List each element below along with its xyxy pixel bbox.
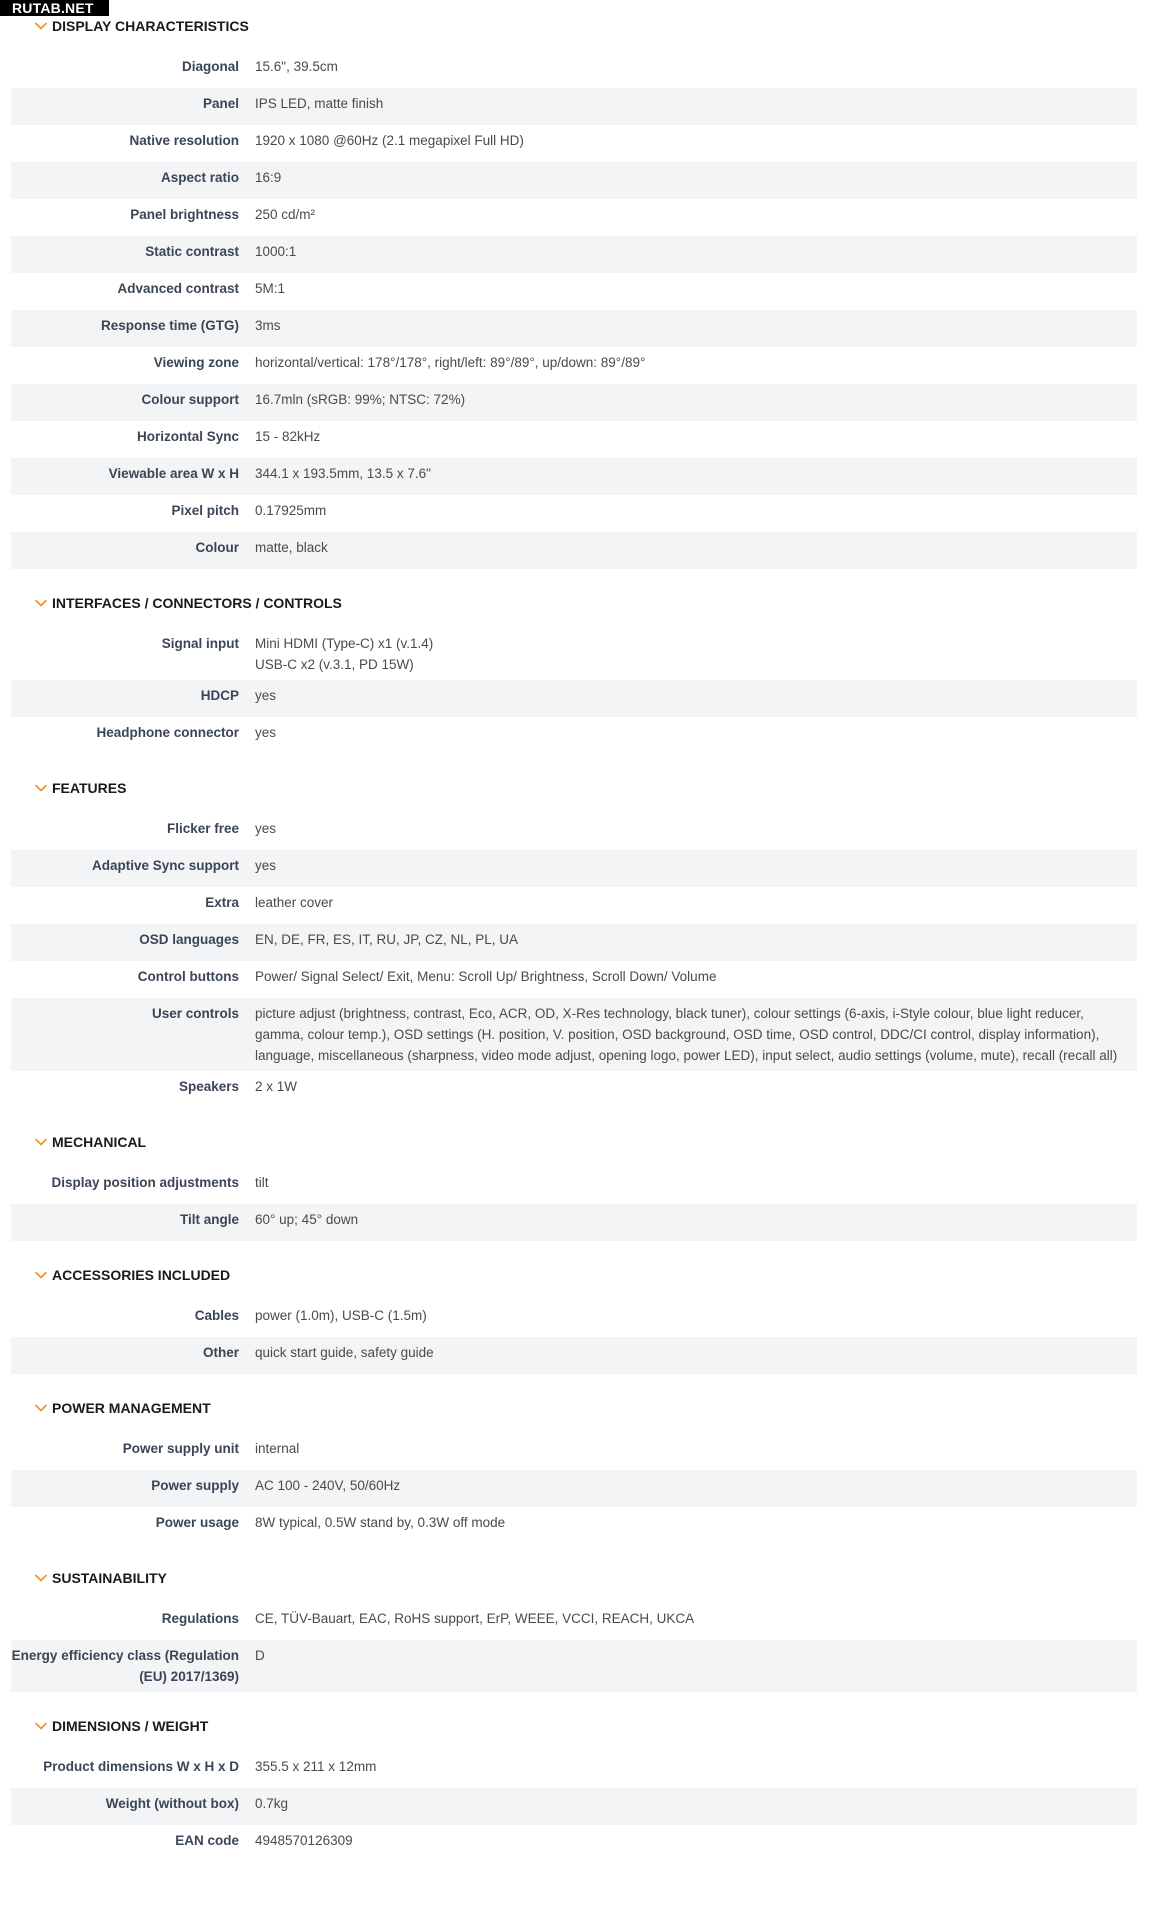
- spec-row: [11, 850, 1137, 887]
- section-spacer: [11, 1108, 1137, 1124]
- spec-label: Cables: [194, 1308, 239, 1323]
- chevron-down-icon: [34, 596, 48, 610]
- spec-row: [11, 924, 1137, 961]
- spec-value: 15.6", 39.5cm: [255, 59, 338, 74]
- spec-value: 2 x 1W: [255, 1079, 298, 1094]
- section-title: ACCESSORIES INCLUDED: [52, 1267, 231, 1283]
- section-spacer: [11, 569, 1137, 585]
- spec-value: picture adjust (brightness, contrast, Eco, ACR, OD, X-Res technology, black tuner), colour settings (6-axis, i-Style colour, blue light reducer, gamma, colour temp.), OSD settings (H. position, V. position, OSD background, OSD time, OSD control, DDC/CI control, display information), language, miscellaneous (sharpness, video mode adjust, opening logo, power LED), input select, audio settings (volume, mute), recall (recall all): [255, 1006, 1118, 1063]
- spec-label: Product dimensions W x H x D: [43, 1759, 239, 1774]
- spec-value: 250 cd/m²: [255, 207, 316, 222]
- spec-row: [11, 273, 1137, 310]
- spec-label: Display position adjustments: [51, 1175, 239, 1190]
- spec-label: Horizontal Sync: [136, 429, 239, 444]
- spec-value: 1920 x 1080 @60Hz (2.1 megapixel Full HD): [255, 133, 524, 148]
- section-title: DISPLAY CHARACTERISTICS: [52, 18, 249, 34]
- spec-label: Regulations: [161, 1611, 239, 1626]
- section-header[interactable]: [11, 8, 1137, 44]
- spec-label: Power supply unit: [122, 1441, 239, 1456]
- spec-label: Viewing zone: [153, 355, 239, 370]
- spec-row: [11, 998, 1137, 1071]
- spec-label: Power supply: [151, 1478, 239, 1493]
- spec-value: yes: [255, 725, 277, 740]
- spec-label: Signal input: [161, 636, 239, 651]
- spec-label: OSD languages: [139, 932, 239, 947]
- chevron-down-icon: [34, 1719, 48, 1733]
- spec-label: Speakers: [178, 1079, 239, 1094]
- spec-row: [11, 717, 1137, 754]
- section-title: SUSTAINABILITY: [52, 1570, 167, 1586]
- spec-row: [11, 162, 1137, 199]
- spec-row: [11, 310, 1137, 347]
- section-title: DIMENSIONS / WEIGHT: [52, 1718, 209, 1734]
- spec-row: [11, 1204, 1137, 1241]
- spec-row: [11, 384, 1137, 421]
- spec-label: Power usage: [155, 1515, 239, 1530]
- spec-label: Colour: [195, 540, 239, 555]
- spec-row: [11, 680, 1137, 717]
- section-header-spacer: [11, 44, 1137, 51]
- spec-row: [11, 495, 1137, 532]
- spec-label: Flicker free: [166, 821, 239, 836]
- chevron-down-icon: [34, 1401, 48, 1415]
- spec-row: [11, 961, 1137, 998]
- spec-value: yes: [255, 858, 277, 873]
- chevron-down-icon: [34, 1268, 48, 1282]
- spec-row: [11, 88, 1137, 125]
- section-header-spacer: [11, 1160, 1137, 1167]
- section-header-spacer: [11, 806, 1137, 813]
- spec-label: User controls: [151, 1006, 239, 1021]
- spec-label: HDCP: [200, 688, 239, 703]
- section-header-spacer: [11, 1426, 1137, 1433]
- spec-value: CE, TÜV-Bauart, EAC, RoHS support, ErP, WEEE, VCCI, REACH, UKCA: [255, 1611, 695, 1626]
- section-spacer: [11, 754, 1137, 770]
- spec-row: [11, 51, 1137, 88]
- section-title: FEATURES: [52, 780, 127, 796]
- section-header-spacer: [11, 1596, 1137, 1603]
- spec-value: Mini HDMI (Type-C) x1 (v.1.4) USB-C x2 (v.3.1, PD 15W): [255, 636, 434, 672]
- section-header-spacer: [11, 621, 1137, 628]
- spec-value: 0.17925mm: [255, 503, 327, 518]
- spec-value: power (1.0m), USB-C (1.5m): [255, 1308, 427, 1323]
- spec-label: Viewable area W x H: [108, 466, 239, 481]
- spec-value: Power/ Signal Select/ Exit, Menu: Scroll Up/ Brightness, Scroll Down/ Volume: [255, 969, 717, 984]
- spec-label: Control buttons: [137, 969, 239, 984]
- spec-label: EAN code: [175, 1833, 239, 1848]
- spec-row: [11, 1433, 1137, 1470]
- spec-label: Panel brightness: [130, 207, 239, 222]
- spec-row: [11, 1825, 1137, 1862]
- spec-value: 5M:1: [255, 281, 286, 296]
- spec-label: Native resolution: [129, 133, 239, 148]
- section-title: POWER MANAGEMENT: [52, 1400, 211, 1416]
- spec-label: Aspect ratio: [160, 170, 239, 185]
- spec-value: 3ms: [255, 318, 281, 333]
- section-header[interactable]: [11, 1390, 1137, 1426]
- spec-value: AC 100 - 240V, 50/60Hz: [255, 1478, 401, 1493]
- spec-label: Other: [202, 1345, 239, 1360]
- spec-value: internal: [255, 1441, 300, 1456]
- spec-row: [11, 1470, 1137, 1507]
- spec-value: EN, DE, FR, ES, IT, RU, JP, CZ, NL, PL, UA: [255, 932, 519, 947]
- section-spacer: [11, 1241, 1137, 1257]
- spec-value: 355.5 x 211 x 12mm: [255, 1759, 377, 1774]
- spec-value: 15 - 82kHz: [255, 429, 321, 444]
- spec-row: [11, 1507, 1137, 1544]
- spec-value: horizontal/vertical: 178°/178°, right/left: 89°/89°, up/down: 89°/89°: [255, 355, 646, 370]
- spec-label: Weight (without box): [105, 1796, 239, 1811]
- spec-value: 0.7kg: [255, 1796, 289, 1811]
- spec-row: [11, 887, 1137, 924]
- spec-row: [11, 813, 1137, 850]
- spec-label: Adaptive Sync support: [91, 858, 239, 873]
- spec-label: Advanced contrast: [117, 281, 239, 296]
- spec-label: Pixel pitch: [171, 503, 239, 518]
- spec-value: 16.7mln (sRGB: 99%; NTSC: 72%): [255, 392, 466, 407]
- section-spacer: [11, 1544, 1137, 1560]
- spec-label: Tilt angle: [179, 1212, 239, 1227]
- spec-value: yes: [255, 821, 277, 836]
- spec-row: [11, 1640, 1137, 1692]
- spec-label: Colour support: [141, 392, 239, 407]
- section-title: MECHANICAL: [52, 1134, 147, 1150]
- spec-row: [11, 1337, 1137, 1374]
- spec-value: IPS LED, matte finish: [255, 96, 384, 111]
- spec-row: [11, 1167, 1137, 1204]
- spec-row: [11, 236, 1137, 273]
- spec-label: Extra: [205, 895, 239, 910]
- spec-row: [11, 532, 1137, 569]
- watermark-label: RUTAB.NET: [0, 0, 109, 16]
- section-header[interactable]: [11, 1708, 1137, 1744]
- spec-value: tilt: [255, 1175, 269, 1190]
- spec-value: matte, black: [255, 540, 328, 555]
- chevron-down-icon: [34, 1571, 48, 1585]
- spec-label: Headphone connector: [96, 725, 239, 740]
- spec-row: [11, 458, 1137, 495]
- spec-row: [11, 199, 1137, 236]
- section-header[interactable]: [11, 1560, 1137, 1596]
- spec-label: Diagonal: [181, 59, 239, 74]
- section-spacer: [11, 1692, 1137, 1708]
- spec-row: [11, 628, 1137, 680]
- chevron-down-icon: [34, 19, 48, 33]
- spec-value: 344.1 x 193.5mm, 13.5 x 7.6": [255, 466, 431, 481]
- spec-value: 1000:1: [255, 244, 297, 259]
- spec-value: D: [255, 1648, 265, 1663]
- spec-row: [11, 125, 1137, 162]
- spec-label: Panel: [202, 96, 239, 111]
- section-header[interactable]: [11, 585, 1137, 621]
- section-header[interactable]: [11, 1257, 1137, 1293]
- section-header[interactable]: [11, 1124, 1137, 1160]
- spec-value: 8W typical, 0.5W stand by, 0.3W off mode: [255, 1515, 506, 1530]
- section-header-spacer: [11, 1744, 1137, 1751]
- spec-value: 4948570126309: [255, 1833, 353, 1848]
- section-spacer: [11, 1374, 1137, 1390]
- spec-value: quick start guide, safety guide: [255, 1345, 434, 1360]
- spec-value: leather cover: [255, 895, 334, 910]
- spec-sheet: [11, 8, 1137, 1862]
- spec-value: 60° up; 45° down: [255, 1212, 359, 1227]
- section-title: INTERFACES / CONNECTORS / CONTROLS: [52, 595, 342, 611]
- spec-row: [11, 1071, 1137, 1108]
- spec-label: Energy efficiency class (Regulation (EU) 2017/1369): [11, 1648, 239, 1684]
- spec-row: [11, 1603, 1137, 1640]
- chevron-down-icon: [34, 1135, 48, 1149]
- section-header[interactable]: [11, 770, 1137, 806]
- section-header-spacer: [11, 1293, 1137, 1300]
- spec-row: [11, 1788, 1137, 1825]
- spec-row: [11, 1751, 1137, 1788]
- spec-row: [11, 421, 1137, 458]
- spec-row: [11, 347, 1137, 384]
- spec-value: yes: [255, 688, 277, 703]
- spec-label: Static contrast: [145, 244, 239, 259]
- spec-value: 16:9: [255, 170, 282, 185]
- spec-row: [11, 1300, 1137, 1337]
- spec-label: Response time (GTG): [100, 318, 239, 333]
- chevron-down-icon: [34, 781, 48, 795]
